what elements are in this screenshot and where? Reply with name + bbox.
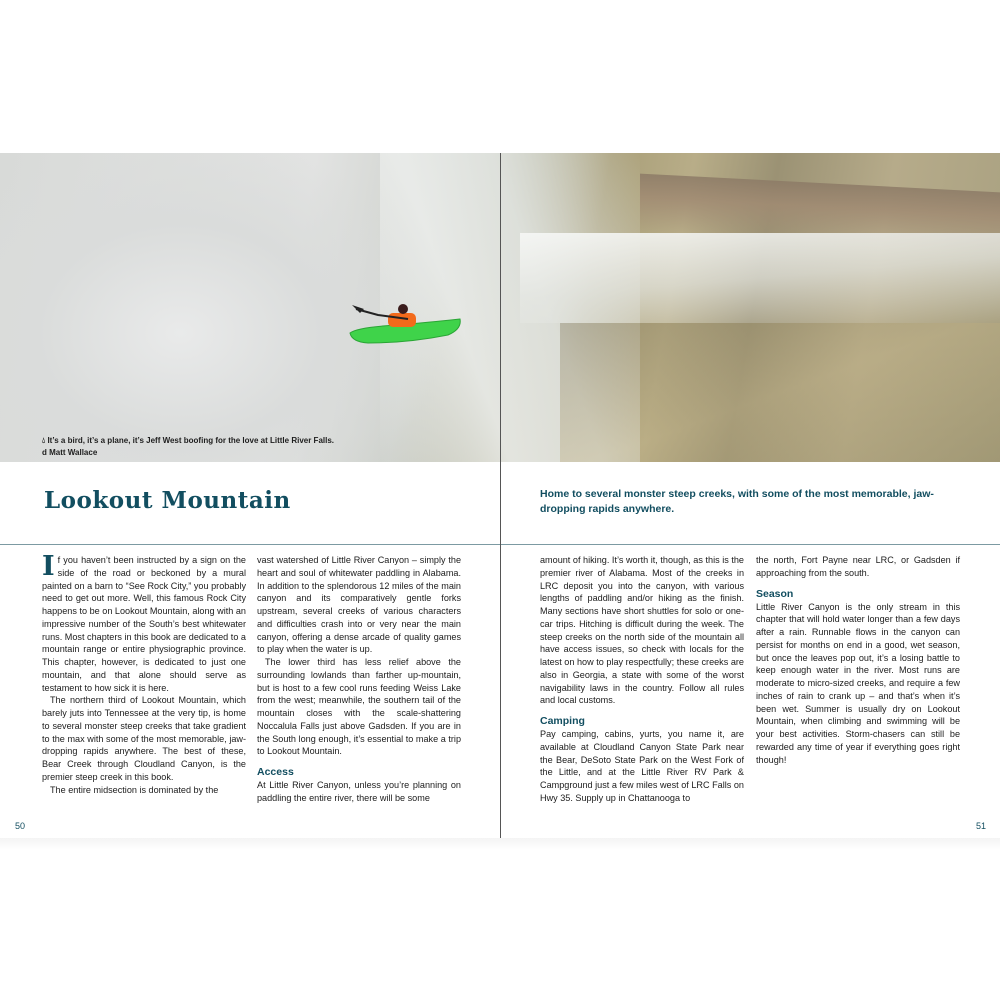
section-heading-camping: Camping xyxy=(540,715,585,727)
book-spread xyxy=(0,153,1000,845)
column-4 xyxy=(756,554,960,766)
paragraph: The entire midsection is dominated by the xyxy=(50,784,219,795)
paragraph: Little River Canyon is the only stream in this chapter that will hold water longer than a few days after a rain. Runnable flows in the canyon can persist for months on end in a good, wet season, but once the leaves pop out, it’s a losing battle to keep enough water in the river. Most runs are moderate to micro-sized creeks, and require a few inches of rain to crank up – and that’s when it’s been wet. Summer is usually dry on Lookout Mountain, when climbing and swimming will be your best activities. Storm-chasers can still be rewarded any time of year if everything goes right though! xyxy=(756,601,960,765)
river-pool xyxy=(560,323,1000,462)
right-divider-rule xyxy=(501,544,1000,545)
page-number-left: 50 xyxy=(15,821,26,831)
chapter-title: Lookout Mountain xyxy=(44,487,291,514)
chapter-subhead: Home to several monster steep creeks, with some of the most memorable, jaw-dropping rapids anywhere. xyxy=(540,488,934,515)
caption-text: It’s a bird, it’s a plane, it’s Jeff West boofing for the love at Little River Falls. xyxy=(47,436,335,445)
page-bottom-shadow xyxy=(0,838,1000,850)
paragraph: At Little River Canyon, unless you’re planning on paddling the entire river, there will be some xyxy=(257,780,461,803)
kayaker-illustration xyxy=(348,303,463,348)
column-1 xyxy=(42,551,246,796)
column-2 xyxy=(257,554,461,805)
section-heading-season: Season xyxy=(756,587,794,600)
paragraph: The northern third of Lookout Mountain, which barely juts into Tennessee at the very tip, is home to several monster steep creeks that take gradient to the max with some of the most memorable, jaw-dropping rapids anywhere. The best of these, Bear Creek through Cloudland Canyon, is the premier steep creek in this book. xyxy=(42,695,246,782)
left-divider-rule xyxy=(0,544,500,545)
whitewater xyxy=(520,233,1000,323)
column-3 xyxy=(540,554,744,805)
paragraph: The lower third has less relief above the surrounding lowlands than farther up-mountain, but is host to a few cool runs feeding Weiss Lake from the west; meanwhile, the southern tail of the mountain closes with the scale-shattering Noccalula Falls just above Gadsden. If you are in the South long enough, it’s essential to make a trip to Lookout Mountain. xyxy=(257,657,461,757)
drop-cap: I xyxy=(42,551,55,582)
paragraph: vast watershed of Little River Canyon – simply the heart and soul of whitewater paddling in Alabama. In addition to the splendorous 12 miles of the main canyon and its comparatively gentle forks upstream, several creeks of various characters and difficulties crash into or very near the main canyon, offering a dense arcade of quality games to play when the water is up. xyxy=(257,555,461,655)
photo-credit: d Matt Wallace xyxy=(42,448,98,457)
water-drop-icon: 💧︎ xyxy=(42,436,46,445)
page-gutter xyxy=(500,153,501,845)
intro-paragraph: If you haven’t been instructed by a sign on the side of the road or beckoned by a mural painted on a barn to “See Rock City,” you probably need to get out more. Well, this famous Rock City happens to be on Lookout Mountain, along with an impressive number of the South’s best whitewater runs. Most chapters in this book are dedicated to a mountain range or entire physiographic province. This chapter, however, is dedicated to just one mountain, and that alone should serve as testament to how sick it is here. xyxy=(42,551,246,693)
section-heading-access: Access xyxy=(257,766,294,778)
photo-caption xyxy=(42,435,334,459)
page-number-right: 51 xyxy=(976,821,987,831)
paragraph: the north, Fort Payne near LRC, or Gadsden if approaching from the south. xyxy=(756,555,960,578)
paragraph: Pay camping, cabins, yurts, you name it, are available at Cloudland Canyon State Park near the Bear, DeSoto State Park on the West Fork of the Little, and at the Little River RV Park & Campground just a few miles west of LRC Falls on Hwy 35. Supply up in Chattanooga to xyxy=(540,729,744,803)
paragraph: amount of hiking. It’s worth it, though, as this is the premier river of Alabama. Most of the creeks in LRC deposit you into the canyon, with various lengths of paddling and/or hiking as the finish. Many sections have short shuttles for solo or one-car trips. Hitching is difficult during the week. The steep creeks on the north side of the mountain all have access issues, so check with locals for the latest on how to play respectfully; these creeks are also in Georgia, a state with some of the worst navigability laws in the country. Follow all rules and local customs. xyxy=(540,555,744,706)
